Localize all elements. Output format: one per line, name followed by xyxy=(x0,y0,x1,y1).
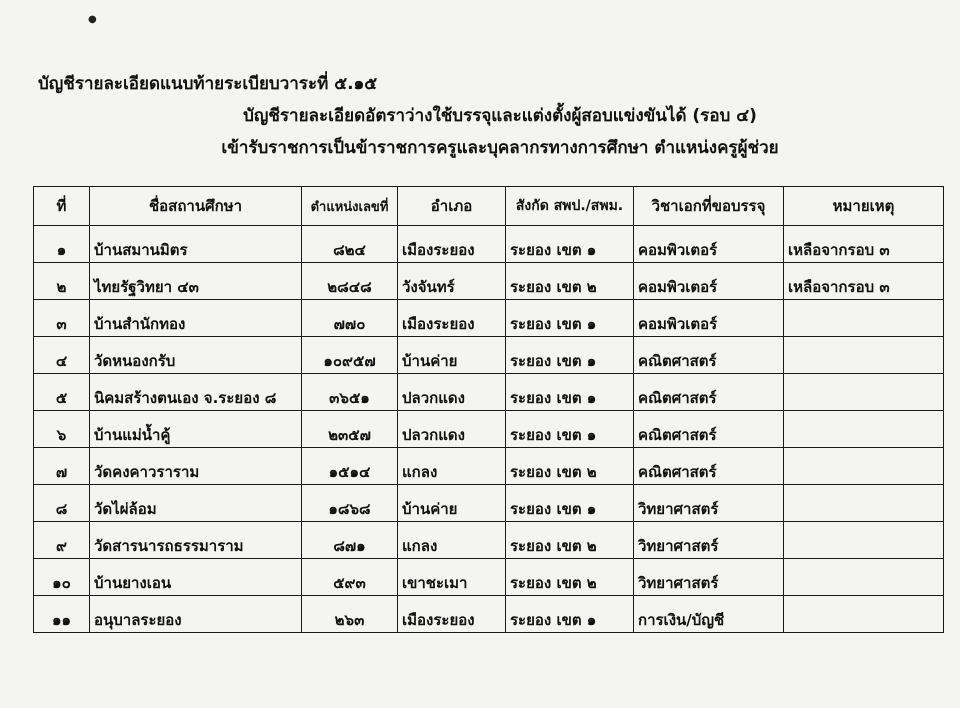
cell-district: เมืองระยอง xyxy=(398,300,506,337)
document-subtitle-1: บัญชีรายละเอียดอัตราว่างใช้บรรจุและแต่งตั้งผู้สอบแข่งขันได้ (รอบ ๔) xyxy=(243,106,757,126)
document-title: บัญชีรายละเอียดแนบท้ายระเบียบวาระที่ ๕.๑๕ xyxy=(38,74,378,94)
header-position: ตำแหน่งเลขที่ xyxy=(302,187,398,226)
cell-school: นิคมสร้างตนเอง จ.ระยอง ๘ xyxy=(90,374,302,411)
cell-no: ๙ xyxy=(34,522,90,559)
header-school: ชื่อสถานศึกษา xyxy=(90,187,302,226)
cell-no: ๘ xyxy=(34,485,90,522)
cell-major: คณิตศาสตร์ xyxy=(634,337,784,374)
vacancy-table xyxy=(33,186,944,633)
cell-remark xyxy=(784,411,944,448)
document-subtitle-2: เข้ารับราชการเป็นข้าราชการครูและบุคลากรทางการศึกษา ตำแหน่งครูผู้ช่วย xyxy=(221,138,779,158)
cell-major: คอมพิวเตอร์ xyxy=(634,300,784,337)
cell-major: วิทยาศาสตร์ xyxy=(634,485,784,522)
header-office: สังกัด สพป./สพม. xyxy=(506,187,634,226)
table-row xyxy=(34,226,944,263)
table-header-row xyxy=(34,187,944,226)
cell-school: บ้านยางเอน xyxy=(90,559,302,596)
cell-major: คณิตศาสตร์ xyxy=(634,448,784,485)
cell-office: ระยอง เขต ๑ xyxy=(506,485,634,522)
cell-position: ๘๒๔ xyxy=(302,226,398,263)
cell-school: บ้านแม่น้ำคู้ xyxy=(90,411,302,448)
cell-position: ๗๗๐ xyxy=(302,300,398,337)
cell-no: ๔ xyxy=(34,337,90,374)
cell-school: บ้านสมานมิตร xyxy=(90,226,302,263)
cell-position: ๓๖๕๑ xyxy=(302,374,398,411)
cell-position: ๒๓๕๗ xyxy=(302,411,398,448)
cell-major: คณิตศาสตร์ xyxy=(634,374,784,411)
cell-position: ๑๕๑๔ xyxy=(302,448,398,485)
table-row xyxy=(34,374,944,411)
cell-no: ๑๑ xyxy=(34,596,90,633)
cell-no: ๒ xyxy=(34,263,90,300)
scan-dot-mark: ● xyxy=(88,14,97,25)
table-row xyxy=(34,596,944,633)
cell-school: วัดคงคาวราราม xyxy=(90,448,302,485)
cell-school: อนุบาลระยอง xyxy=(90,596,302,633)
cell-no: ๓ xyxy=(34,300,90,337)
cell-position: ๒๖๓ xyxy=(302,596,398,633)
cell-no: ๑ xyxy=(34,226,90,263)
header-remark: หมายเหตุ xyxy=(784,187,944,226)
cell-school: บ้านสำนักทอง xyxy=(90,300,302,337)
cell-position: ๑๐๙๕๗ xyxy=(302,337,398,374)
cell-district: บ้านค่าย xyxy=(398,485,506,522)
cell-no: ๑๐ xyxy=(34,559,90,596)
cell-school: วัดไผ่ล้อม xyxy=(90,485,302,522)
cell-position: ๘๗๑ xyxy=(302,522,398,559)
cell-major: คอมพิวเตอร์ xyxy=(634,263,784,300)
cell-district: เขาชะเมา xyxy=(398,559,506,596)
cell-major: วิทยาศาสตร์ xyxy=(634,522,784,559)
cell-no: ๖ xyxy=(34,411,90,448)
cell-position: ๑๘๖๘ xyxy=(302,485,398,522)
cell-remark xyxy=(784,559,944,596)
cell-district: เมืองระยอง xyxy=(398,596,506,633)
table-row xyxy=(34,300,944,337)
cell-district: ปลวกแดง xyxy=(398,374,506,411)
cell-office: ระยอง เขต ๑ xyxy=(506,226,634,263)
cell-district: แกลง xyxy=(398,522,506,559)
table-row xyxy=(34,448,944,485)
header-district: อำเภอ xyxy=(398,187,506,226)
cell-school: วัดหนองกรับ xyxy=(90,337,302,374)
cell-major: การเงิน/บัญชี xyxy=(634,596,784,633)
table-row xyxy=(34,522,944,559)
table-row xyxy=(34,263,944,300)
cell-office: ระยอง เขต ๑ xyxy=(506,337,634,374)
cell-school: ไทยรัฐวิทยา ๔๓ xyxy=(90,263,302,300)
header-major: วิชาเอกที่ขอบรรจุ xyxy=(634,187,784,226)
cell-district: เมืองระยอง xyxy=(398,226,506,263)
cell-district: บ้านค่าย xyxy=(398,337,506,374)
cell-position: ๒๘๔๘ xyxy=(302,263,398,300)
cell-district: ปลวกแดง xyxy=(398,411,506,448)
cell-remark xyxy=(784,485,944,522)
cell-major: คณิตศาสตร์ xyxy=(634,411,784,448)
cell-remark xyxy=(784,300,944,337)
cell-office: ระยอง เขต ๒ xyxy=(506,522,634,559)
cell-district: แกลง xyxy=(398,448,506,485)
cell-office: ระยอง เขต ๑ xyxy=(506,300,634,337)
cell-remark xyxy=(784,337,944,374)
cell-remark: เหลือจากรอบ ๓ xyxy=(784,263,944,300)
cell-office: ระยอง เขต ๑ xyxy=(506,411,634,448)
cell-no: ๕ xyxy=(34,374,90,411)
cell-remark xyxy=(784,448,944,485)
header-no: ที่ xyxy=(34,187,90,226)
cell-office: ระยอง เขต ๒ xyxy=(506,448,634,485)
cell-office: ระยอง เขต ๑ xyxy=(506,596,634,633)
cell-office: ระยอง เขต ๒ xyxy=(506,263,634,300)
cell-remark xyxy=(784,522,944,559)
table-row xyxy=(34,485,944,522)
table-row xyxy=(34,337,944,374)
cell-office: ระยอง เขต ๒ xyxy=(506,559,634,596)
cell-major: คอมพิวเตอร์ xyxy=(634,226,784,263)
cell-remark xyxy=(784,596,944,633)
cell-office: ระยอง เขต ๑ xyxy=(506,374,634,411)
cell-school: วัดสารนารถธรรมาราม xyxy=(90,522,302,559)
cell-remark xyxy=(784,374,944,411)
cell-no: ๗ xyxy=(34,448,90,485)
cell-position: ๕๙๓ xyxy=(302,559,398,596)
cell-remark: เหลือจากรอบ ๓ xyxy=(784,226,944,263)
table-row xyxy=(34,411,944,448)
cell-district: วังจันทร์ xyxy=(398,263,506,300)
cell-major: วิทยาศาสตร์ xyxy=(634,559,784,596)
table-row xyxy=(34,559,944,596)
